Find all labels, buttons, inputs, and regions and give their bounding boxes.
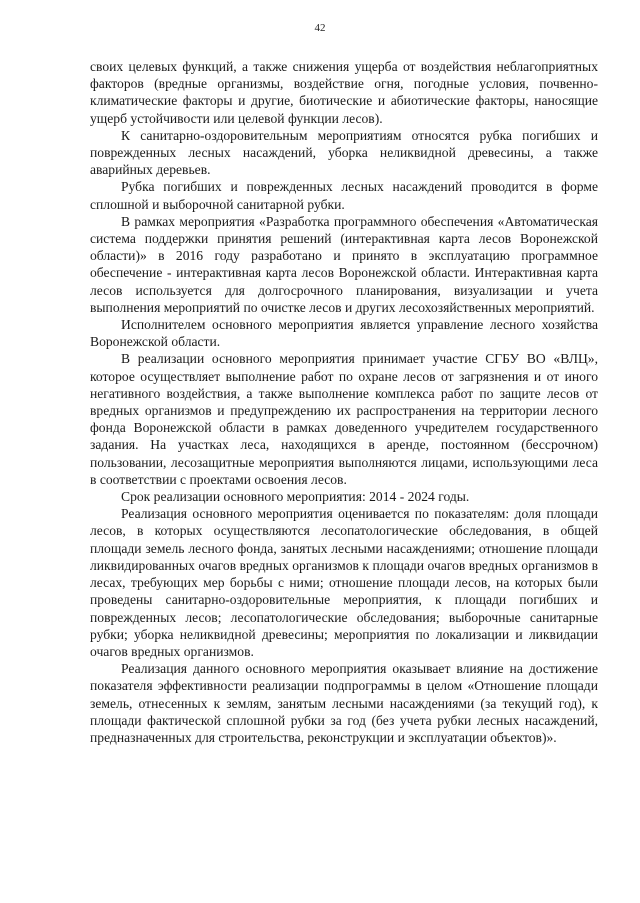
paragraph-timeline: Срок реализации основного мероприятия: 2014 - 2024 годы. bbox=[121, 489, 470, 505]
paragraph-sanitary-measures: К санитарно-оздоровительным мероприятиям относятся рубка погибших и поврежденных лесных насаждений, уборка неликвидной древесины, а также аварийных деревьев. bbox=[90, 127, 598, 178]
paragraph-continued: своих целевых функций, а также снижения ущерба от воздействия неблагоприятных факторов (вредные организмы, воздействие огня, погодные условия, почвенно-климатические факторы и другие, биотические и абиотические факторы, наносящие ущерб устойчивости или целевой функции лесов). bbox=[90, 59, 598, 126]
paragraph-felling-forms: Рубка погибших и поврежденных лесных насаждений проводится в форме сплошной и выборочной санитарной рубки. bbox=[90, 179, 598, 212]
page-number: 42 bbox=[314, 22, 326, 34]
body-text bbox=[90, 58, 598, 746]
paragraph-impact: Реализация данного основного мероприятия оказывает влияние на достижение показателя эффективности реализации подпрограммы в целом «Отношение площади земель, отнесенных к землям, занятым лесными насаждениями (за текущий год), к площади фактической сплошной рубки за год (без учета рубки лесных насаждений, предназначенных для строительства, реконструкции и эксплуатации объектов)». bbox=[90, 661, 598, 745]
paragraph-interactive-map: В рамках мероприятия «Разработка программного обеспечения «Автоматическая система поддержки принятия решений (интерактивная карта лесов Воронежской области)» в 2016 году разработано и принято в эксплуатацию программное обеспечение - интерактивная карта лесов Воронежской области. Интерактивная карта лесов используется для долгосрочного планирования, визуализации и учета выполнения мероприятий по очистке лесов и других лесохозяйственных мероприятий. bbox=[90, 213, 598, 315]
paragraph-participant: В реализации основного мероприятия принимает участие СГБУ ВО «ВЛЦ», которое осуществляет выполнение работ по охране лесов от загрязнения и от иного негативного воздействия, а также выполнение комплекса работ по защите лесов от вредных организмов и предупреждению их распространения на территории лесного фонда Воронежской области в рамках доведенного учредителем государственного задания. На участках леса, находящихся в аренде, постоянном (бессрочном) пользовании, лесозащитные мероприятия выполняются лицами, использующими леса в соответствии с проектами освоения лесов. bbox=[90, 351, 598, 487]
paragraph-indicators: Реализация основного мероприятия оценивается по показателям: доля площади лесов, в которых осуществляются лесопатологические обследования, в общей площади земель лесного фонда, занятых лесными насаждениями; отношение площади ликвидированных очагов вредных организмов к площади очагов вредных организмов в лесах, требующих мер борьбы с ними; отношение площади лесов, на которых были проведены санитарно-оздоровительные мероприятия, к площади погибших и поврежденных лесов; лесопатологические обследования; выборочные санитарные рубки; уборка неликвидной древесины; мероприятия по локализации и ликвидации очагов вредных организмов. bbox=[90, 506, 598, 659]
paragraph-executor: Исполнителем основного мероприятия является управление лесного хозяйства Воронежской области. bbox=[90, 317, 598, 350]
